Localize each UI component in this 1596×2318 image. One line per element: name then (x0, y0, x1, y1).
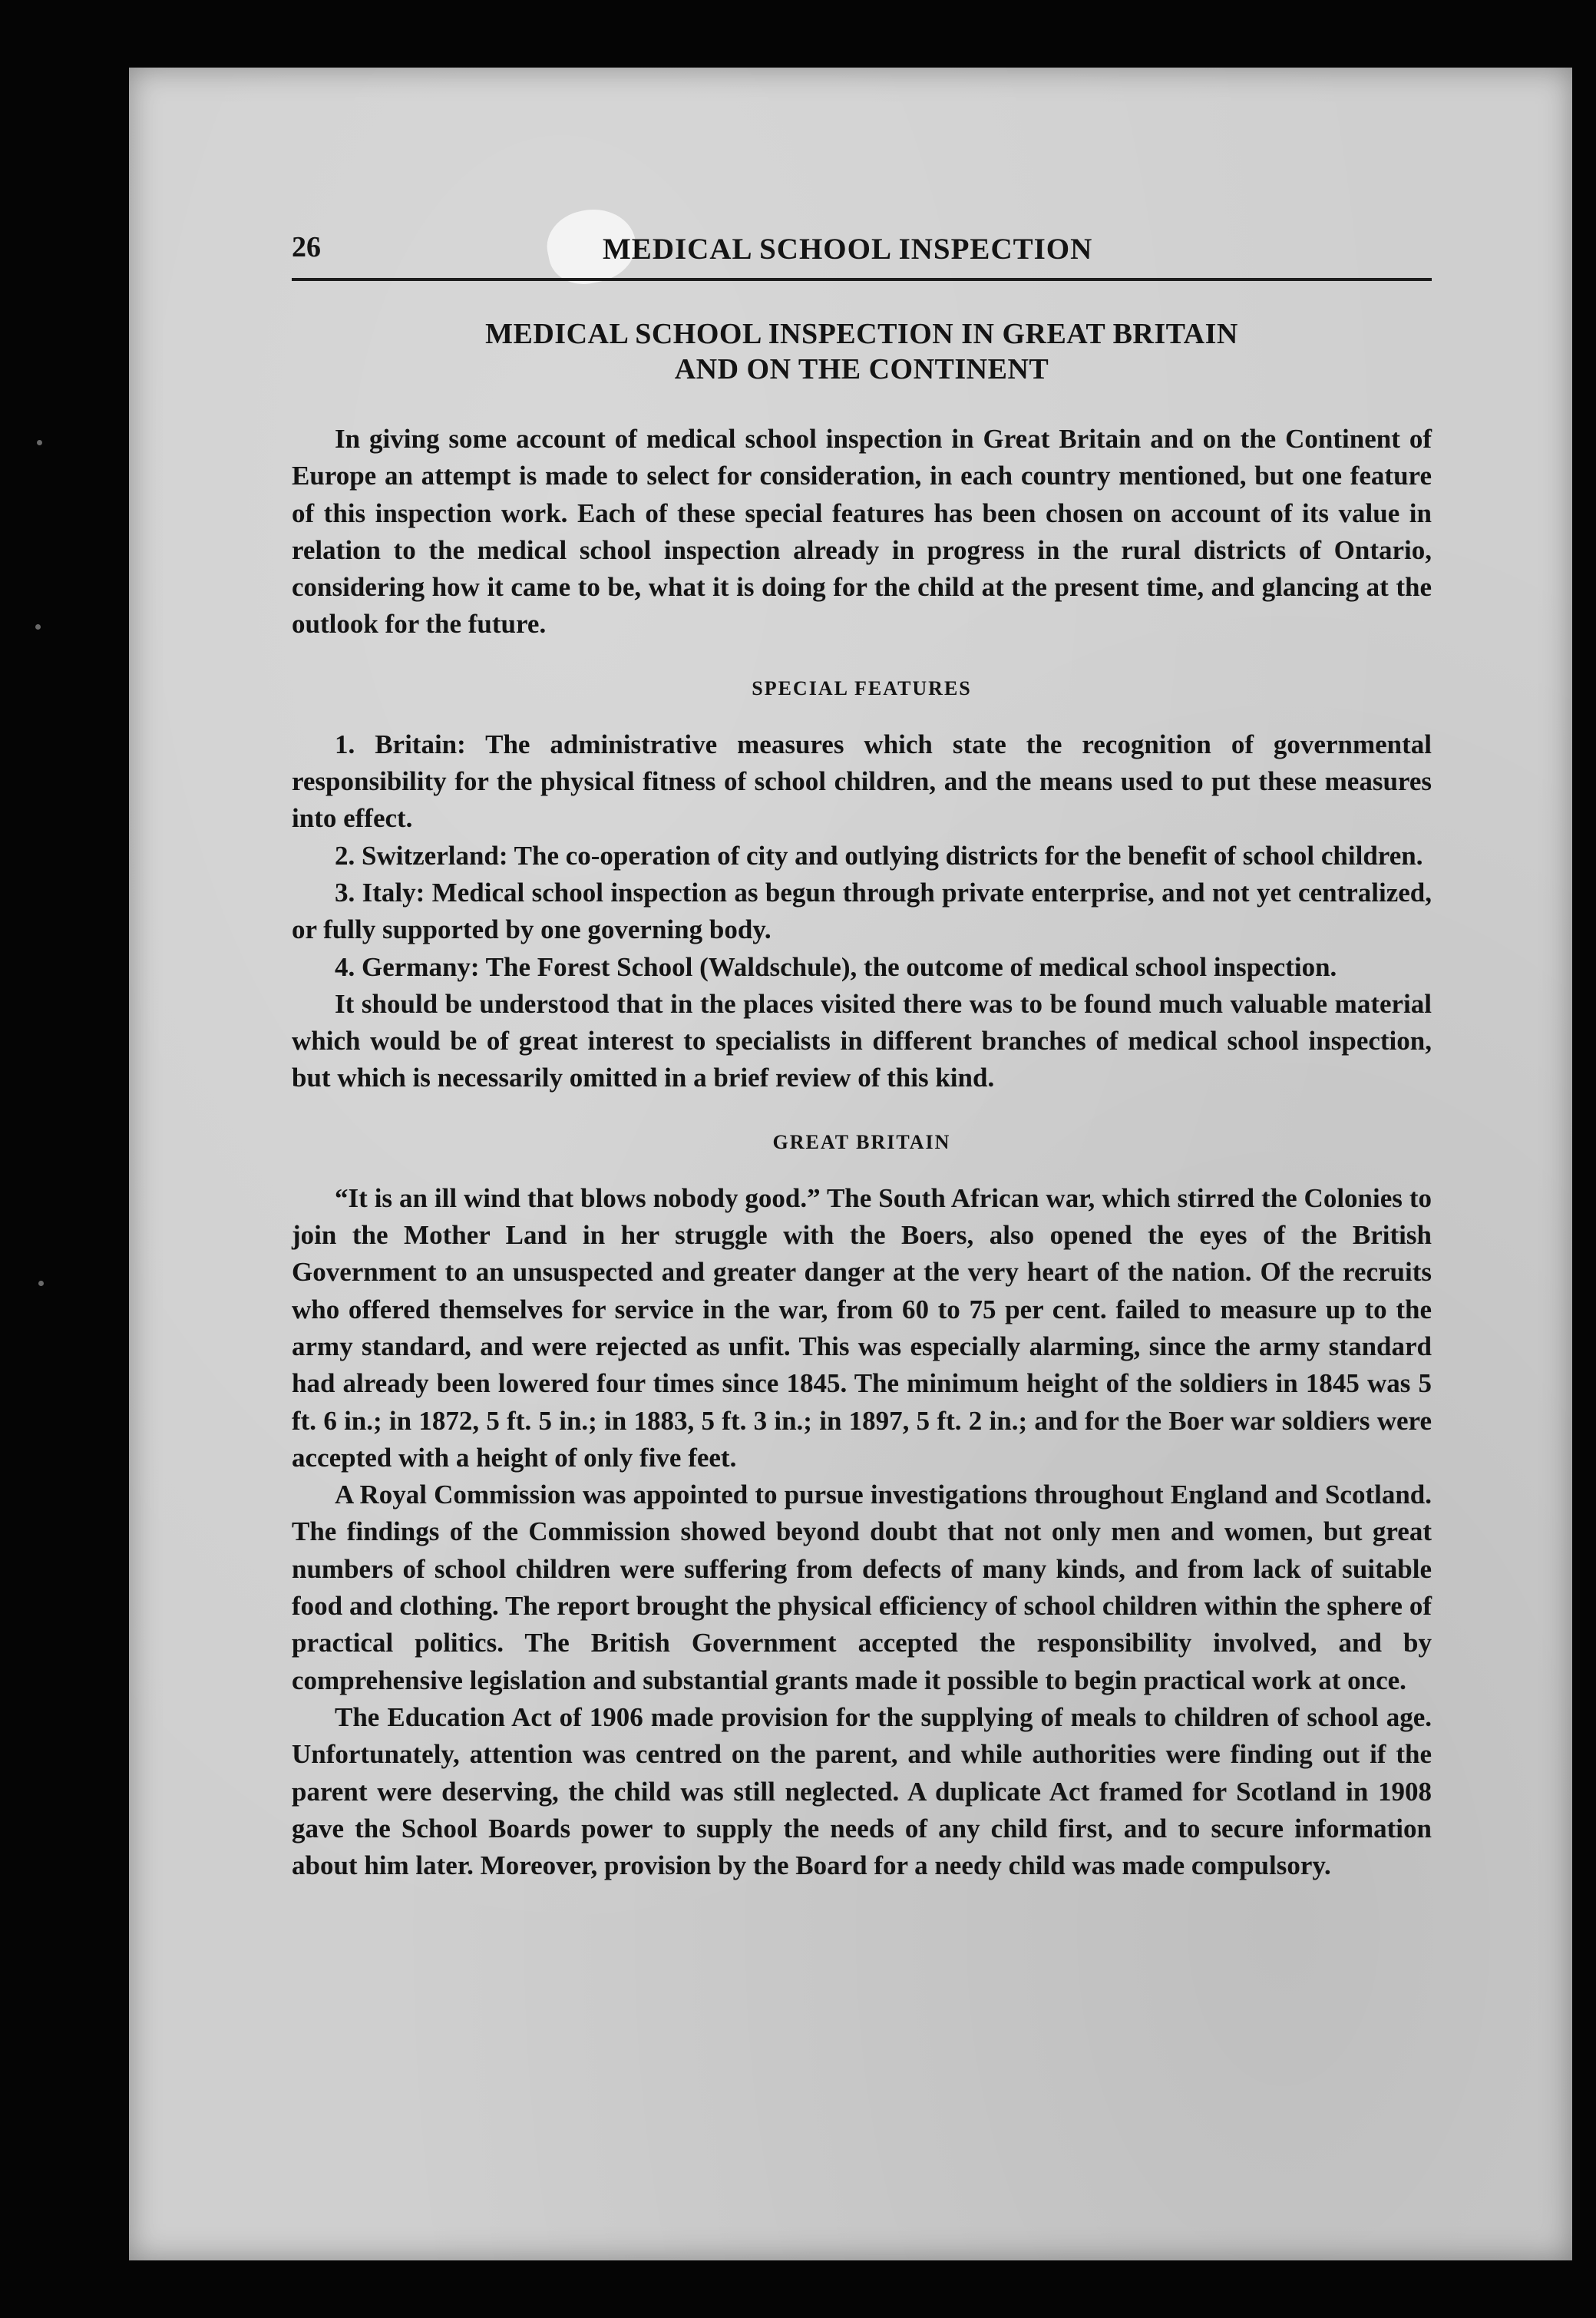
page-number: 26 (292, 231, 321, 263)
body-paragraph: The Education Act of 1906 made provision for the supplying of meals to children of school age. Unfortunately, attention was centred on the parent, and while authorities were finding out if the parent were deserving, the child was still neglected. A duplicate Act framed for Scotland in 1908 gave the School Boards power to supply the needs of any child first, and to secure information about him later. Moreover, provision by the Board for a needy child was made compulsory. (292, 1701, 1432, 1881)
section-title-line: AND ON THE CONTINENT (674, 353, 1049, 385)
section-title-line: MEDICAL SCHOOL INSPECTION IN GREAT BRITAIN (485, 318, 1238, 350)
body-paragraph: A Royal Commission was appointed to pursue investigations throughout England and Scotland. The findings of the Commission showed beyond doubt that not only men and women, but great numbers of school children were suffering from defects of many kinds, and from lack of suitable food and clothing. The report brought the physical efficiency of school children within the sphere of practical politics. The British Government accepted the responsibility involved, and by comprehensive legislation and substantial grants made it possible to begin practical work at once. (292, 1480, 1432, 1695)
running-header (292, 230, 1432, 276)
body-paragraph: “It is an ill wind that blows nobody good.” The South African war, which stirred the Colonies to join the Mother Land in her struggle with the Boers, also opened the eyes of the British Government to an unsuspected and greater danger at the very heart of the nation. Of the recruits who offered themselves for service in the war, from 60 to 75 per cent. failed to measure up to the army standard, and were rejected as unfit. This was especially alarming, since the army standard had already been lowered four times since 1845. The minimum height of the soldiers in 1845 was 5 ft. 6 in.; in 1872, 5 ft. 5 in.; in 1883, 5 ft. 3 in.; in 1897, 5 ft. 2 in.; and for the Boer war soldiers were accepted with a height of only five feet. (292, 1182, 1432, 1473)
intro-paragraph: In giving some account of medical school inspection in Great Britain and on the Continent of Europe an attempt is made to select for consideration, in each country mentioned, but one feature of this inspection work. Each of these special features has been chosen on account of its value in relation to the medical school inspection already in progress in the rural districts of Ontario, considering how it came to be, what it is doing for the child at the present time, and glancing at the outlook for the future. (292, 424, 1432, 640)
page-content (292, 230, 1432, 1884)
header-rule (292, 278, 1432, 281)
feature-item: 1. Britain: The administrative measures which state the recognition of governmental responsibility for the physical fitness of school children, and the means used to put these measures into effect. (292, 729, 1432, 834)
features-closing-paragraph: It should be understood that in the places visited there was to be found much valuable material which would be of great interest to specialists in different branches of medical school inspection, but which is necessarily omitted in a brief review of this kind. (292, 988, 1432, 1093)
section-title (292, 316, 1432, 387)
feature-item: 4. Germany: The Forest School (Waldschule), the outcome of medical school inspection. (335, 951, 1337, 982)
scan-speck (38, 1281, 44, 1286)
special-features-heading: SPECIAL FEATURES (752, 676, 972, 699)
feature-item: 3. Italy: Medical school inspection as begun through private enterprise, and not yet centralized, or fully supported by one governing body. (292, 877, 1432, 945)
great-britain-heading: GREAT BRITAIN (772, 1130, 951, 1153)
scan-speck (35, 624, 41, 630)
feature-item: 2. Switzerland: The co-operation of city and outlying districts for the benefit of school children. (335, 840, 1423, 871)
scan-speck (37, 440, 42, 445)
running-title: MEDICAL SCHOOL INSPECTION (603, 233, 1093, 266)
